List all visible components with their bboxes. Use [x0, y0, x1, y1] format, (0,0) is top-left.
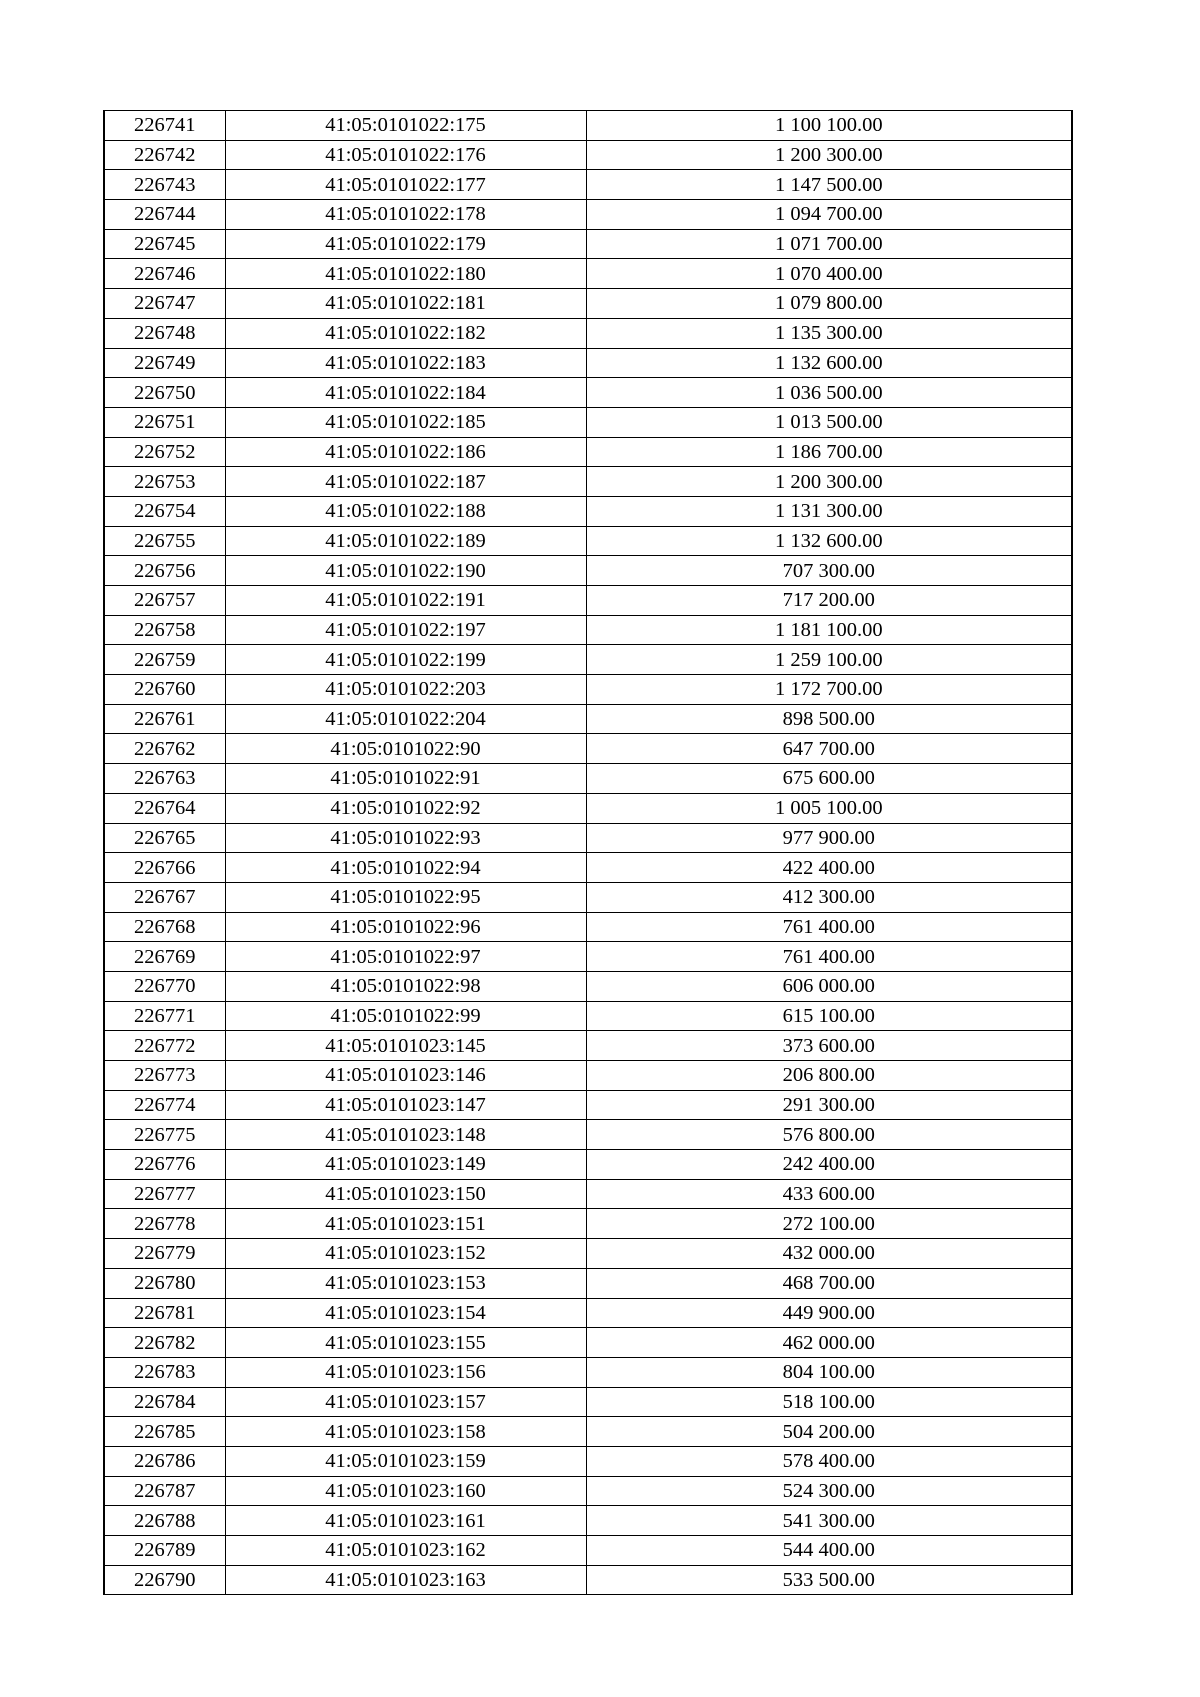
table-row	[104, 1298, 1072, 1328]
row-number-cell: 226782	[104, 1328, 225, 1358]
cadastral-value-cell: 1 181 100.00	[586, 615, 1072, 645]
cadastral-number-cell: 41:05:0101022:175	[225, 111, 586, 141]
row-number-cell: 226773	[104, 1061, 225, 1091]
cadastral-number-cell: 41:05:0101022:189	[225, 526, 586, 556]
cadastral-value-cell: 544 400.00	[586, 1536, 1072, 1566]
row-number-cell: 226758	[104, 615, 225, 645]
table-row	[104, 140, 1072, 170]
table-row	[104, 704, 1072, 734]
row-number-cell: 226751	[104, 407, 225, 437]
row-number-cell: 226745	[104, 229, 225, 259]
cadastral-number-cell: 41:05:0101022:90	[225, 734, 586, 764]
cadastral-value-cell: 615 100.00	[586, 1001, 1072, 1031]
row-number-cell: 226749	[104, 348, 225, 378]
cadastral-number-cell: 41:05:0101023:152	[225, 1239, 586, 1269]
cadastral-value-cell: 432 000.00	[586, 1239, 1072, 1269]
row-number-cell: 226748	[104, 318, 225, 348]
cadastral-number-cell: 41:05:0101023:151	[225, 1209, 586, 1239]
cadastral-number-cell: 41:05:0101022:182	[225, 318, 586, 348]
cadastral-value-cell: 1 005 100.00	[586, 793, 1072, 823]
cadastral-value-table	[103, 110, 1073, 1595]
table-row	[104, 467, 1072, 497]
cadastral-number-cell: 41:05:0101023:162	[225, 1536, 586, 1566]
row-number-cell: 226766	[104, 853, 225, 883]
cadastral-number-cell: 41:05:0101022:99	[225, 1001, 586, 1031]
cadastral-number-cell: 41:05:0101022:203	[225, 675, 586, 705]
row-number-cell: 226747	[104, 289, 225, 319]
table-row	[104, 1476, 1072, 1506]
table-row	[104, 1061, 1072, 1091]
row-number-cell: 226783	[104, 1357, 225, 1387]
row-number-cell: 226761	[104, 704, 225, 734]
row-number-cell: 226776	[104, 1150, 225, 1180]
cadastral-number-cell: 41:05:0101023:154	[225, 1298, 586, 1328]
cadastral-value-cell: 606 000.00	[586, 971, 1072, 1001]
table-row	[104, 1506, 1072, 1536]
table-row	[104, 289, 1072, 319]
cadastral-value-cell: 576 800.00	[586, 1120, 1072, 1150]
row-number-cell: 226772	[104, 1031, 225, 1061]
cadastral-value-cell: 272 100.00	[586, 1209, 1072, 1239]
cadastral-value-cell: 433 600.00	[586, 1179, 1072, 1209]
table-row	[104, 1209, 1072, 1239]
table-row	[104, 1090, 1072, 1120]
cadastral-value-cell: 291 300.00	[586, 1090, 1072, 1120]
cadastral-number-cell: 41:05:0101022:91	[225, 764, 586, 794]
row-number-cell: 226757	[104, 586, 225, 616]
cadastral-value-cell: 761 400.00	[586, 942, 1072, 972]
table-row	[104, 1446, 1072, 1476]
cadastral-value-cell: 977 900.00	[586, 823, 1072, 853]
row-number-cell: 226765	[104, 823, 225, 853]
table-row	[104, 942, 1072, 972]
row-number-cell: 226741	[104, 111, 225, 141]
table-row	[104, 912, 1072, 942]
table-row	[104, 615, 1072, 645]
cadastral-number-cell: 41:05:0101022:185	[225, 407, 586, 437]
cadastral-value-cell: 707 300.00	[586, 556, 1072, 586]
cadastral-value-cell: 1 147 500.00	[586, 170, 1072, 200]
cadastral-value-cell: 761 400.00	[586, 912, 1072, 942]
table-row	[104, 1328, 1072, 1358]
cadastral-number-cell: 41:05:0101022:197	[225, 615, 586, 645]
table-row	[104, 556, 1072, 586]
row-number-cell: 226769	[104, 942, 225, 972]
cadastral-value-cell: 242 400.00	[586, 1150, 1072, 1180]
cadastral-number-cell: 41:05:0101023:150	[225, 1179, 586, 1209]
table-row	[104, 675, 1072, 705]
row-number-cell: 226754	[104, 496, 225, 526]
cadastral-value-cell: 504 200.00	[586, 1417, 1072, 1447]
cadastral-value-cell: 1 094 700.00	[586, 200, 1072, 230]
row-number-cell: 226786	[104, 1446, 225, 1476]
cadastral-value-cell: 1 132 600.00	[586, 348, 1072, 378]
row-number-cell: 226763	[104, 764, 225, 794]
table-row	[104, 853, 1072, 883]
cadastral-value-cell: 422 400.00	[586, 853, 1072, 883]
table-row	[104, 170, 1072, 200]
table-row	[104, 1536, 1072, 1566]
row-number-cell: 226756	[104, 556, 225, 586]
table-row	[104, 1268, 1072, 1298]
cadastral-number-cell: 41:05:0101022:176	[225, 140, 586, 170]
cadastral-number-cell: 41:05:0101022:178	[225, 200, 586, 230]
row-number-cell: 226774	[104, 1090, 225, 1120]
cadastral-value-cell: 647 700.00	[586, 734, 1072, 764]
cadastral-number-cell: 41:05:0101022:191	[225, 586, 586, 616]
table-row	[104, 645, 1072, 675]
table-row	[104, 1120, 1072, 1150]
cadastral-number-cell: 41:05:0101023:155	[225, 1328, 586, 1358]
cadastral-value-cell: 1 186 700.00	[586, 437, 1072, 467]
cadastral-number-cell: 41:05:0101022:179	[225, 229, 586, 259]
cadastral-number-cell: 41:05:0101023:149	[225, 1150, 586, 1180]
row-number-cell: 226750	[104, 378, 225, 408]
cadastral-number-cell: 41:05:0101022:92	[225, 793, 586, 823]
row-number-cell: 226764	[104, 793, 225, 823]
table-row	[104, 1565, 1072, 1595]
table-row	[104, 407, 1072, 437]
row-number-cell: 226785	[104, 1417, 225, 1447]
table-row	[104, 111, 1072, 141]
cadastral-number-cell: 41:05:0101023:159	[225, 1446, 586, 1476]
cadastral-value-cell: 1 172 700.00	[586, 675, 1072, 705]
cadastral-number-cell: 41:05:0101022:93	[225, 823, 586, 853]
cadastral-value-cell: 1 259 100.00	[586, 645, 1072, 675]
cadastral-value-cell: 449 900.00	[586, 1298, 1072, 1328]
table-row	[104, 229, 1072, 259]
row-number-cell: 226777	[104, 1179, 225, 1209]
cadastral-value-cell: 468 700.00	[586, 1268, 1072, 1298]
cadastral-value-cell: 1 079 800.00	[586, 289, 1072, 319]
table-row	[104, 318, 1072, 348]
cadastral-number-cell: 41:05:0101022:181	[225, 289, 586, 319]
cadastral-number-cell: 41:05:0101022:187	[225, 467, 586, 497]
cadastral-value-cell: 1 132 600.00	[586, 526, 1072, 556]
cadastral-number-cell: 41:05:0101022:94	[225, 853, 586, 883]
table-row	[104, 259, 1072, 289]
cadastral-number-cell: 41:05:0101023:146	[225, 1061, 586, 1091]
row-number-cell: 226775	[104, 1120, 225, 1150]
cadastral-value-cell: 1 200 300.00	[586, 140, 1072, 170]
cadastral-number-cell: 41:05:0101022:204	[225, 704, 586, 734]
cadastral-number-cell: 41:05:0101023:160	[225, 1476, 586, 1506]
row-number-cell: 226746	[104, 259, 225, 289]
row-number-cell: 226768	[104, 912, 225, 942]
cadastral-number-cell: 41:05:0101022:177	[225, 170, 586, 200]
row-number-cell: 226789	[104, 1536, 225, 1566]
table-row	[104, 586, 1072, 616]
cadastral-number-cell: 41:05:0101023:157	[225, 1387, 586, 1417]
table-row	[104, 496, 1072, 526]
cadastral-number-cell: 41:05:0101023:148	[225, 1120, 586, 1150]
row-number-cell: 226744	[104, 200, 225, 230]
cadastral-number-cell: 41:05:0101022:183	[225, 348, 586, 378]
table-row	[104, 734, 1072, 764]
cadastral-number-cell: 41:05:0101022:98	[225, 971, 586, 1001]
cadastral-number-cell: 41:05:0101023:153	[225, 1268, 586, 1298]
row-number-cell: 226787	[104, 1476, 225, 1506]
cadastral-value-cell: 804 100.00	[586, 1357, 1072, 1387]
cadastral-number-cell: 41:05:0101023:147	[225, 1090, 586, 1120]
cadastral-value-cell: 1 036 500.00	[586, 378, 1072, 408]
row-number-cell: 226770	[104, 971, 225, 1001]
row-number-cell: 226752	[104, 437, 225, 467]
table-row	[104, 378, 1072, 408]
table-row	[104, 1387, 1072, 1417]
cadastral-value-cell: 1 013 500.00	[586, 407, 1072, 437]
cadastral-value-cell: 578 400.00	[586, 1446, 1072, 1476]
cadastral-value-cell: 206 800.00	[586, 1061, 1072, 1091]
cadastral-value-cell: 524 300.00	[586, 1476, 1072, 1506]
row-number-cell: 226779	[104, 1239, 225, 1269]
table-row	[104, 1239, 1072, 1269]
cadastral-value-cell: 462 000.00	[586, 1328, 1072, 1358]
cadastral-value-cell: 541 300.00	[586, 1506, 1072, 1536]
table-row	[104, 793, 1072, 823]
table-row	[104, 437, 1072, 467]
table-row	[104, 200, 1072, 230]
table-row	[104, 348, 1072, 378]
cadastral-value-cell: 898 500.00	[586, 704, 1072, 734]
row-number-cell: 226762	[104, 734, 225, 764]
cadastral-value-cell: 373 600.00	[586, 1031, 1072, 1061]
cadastral-value-cell: 1 135 300.00	[586, 318, 1072, 348]
cadastral-number-cell: 41:05:0101022:188	[225, 496, 586, 526]
row-number-cell: 226743	[104, 170, 225, 200]
row-number-cell: 226755	[104, 526, 225, 556]
table-row	[104, 526, 1072, 556]
table-row	[104, 1001, 1072, 1031]
row-number-cell: 226759	[104, 645, 225, 675]
row-number-cell: 226760	[104, 675, 225, 705]
table-row	[104, 823, 1072, 853]
table-row	[104, 764, 1072, 794]
cadastral-number-cell: 41:05:0101023:158	[225, 1417, 586, 1447]
cadastral-number-cell: 41:05:0101022:95	[225, 882, 586, 912]
row-number-cell: 226790	[104, 1565, 225, 1595]
cadastral-number-cell: 41:05:0101022:184	[225, 378, 586, 408]
table-row	[104, 1417, 1072, 1447]
row-number-cell: 226778	[104, 1209, 225, 1239]
cadastral-number-cell: 41:05:0101022:97	[225, 942, 586, 972]
row-number-cell: 226767	[104, 882, 225, 912]
row-number-cell: 226781	[104, 1298, 225, 1328]
cadastral-number-cell: 41:05:0101022:186	[225, 437, 586, 467]
cadastral-value-cell: 533 500.00	[586, 1565, 1072, 1595]
cadastral-value-cell: 1 070 400.00	[586, 259, 1072, 289]
cadastral-value-cell: 1 131 300.00	[586, 496, 1072, 526]
cadastral-value-cell: 412 300.00	[586, 882, 1072, 912]
cadastral-value-cell: 717 200.00	[586, 586, 1072, 616]
cadastral-number-cell: 41:05:0101022:190	[225, 556, 586, 586]
cadastral-value-cell: 518 100.00	[586, 1387, 1072, 1417]
cadastral-number-cell: 41:05:0101022:199	[225, 645, 586, 675]
row-number-cell: 226788	[104, 1506, 225, 1536]
row-number-cell: 226771	[104, 1001, 225, 1031]
table-body	[104, 111, 1072, 1595]
cadastral-value-cell: 675 600.00	[586, 764, 1072, 794]
row-number-cell: 226742	[104, 140, 225, 170]
cadastral-number-cell: 41:05:0101023:156	[225, 1357, 586, 1387]
table-row	[104, 1179, 1072, 1209]
cadastral-value-cell: 1 200 300.00	[586, 467, 1072, 497]
cadastral-number-cell: 41:05:0101023:145	[225, 1031, 586, 1061]
row-number-cell: 226784	[104, 1387, 225, 1417]
cadastral-number-cell: 41:05:0101023:163	[225, 1565, 586, 1595]
row-number-cell: 226753	[104, 467, 225, 497]
cadastral-number-cell: 41:05:0101022:96	[225, 912, 586, 942]
table-row	[104, 1357, 1072, 1387]
cadastral-number-cell: 41:05:0101023:161	[225, 1506, 586, 1536]
cadastral-value-cell: 1 071 700.00	[586, 229, 1072, 259]
table-row	[104, 971, 1072, 1001]
row-number-cell: 226780	[104, 1268, 225, 1298]
cadastral-number-cell: 41:05:0101022:180	[225, 259, 586, 289]
table-row	[104, 1150, 1072, 1180]
table-row	[104, 882, 1072, 912]
cadastral-value-cell: 1 100 100.00	[586, 111, 1072, 141]
table-row	[104, 1031, 1072, 1061]
